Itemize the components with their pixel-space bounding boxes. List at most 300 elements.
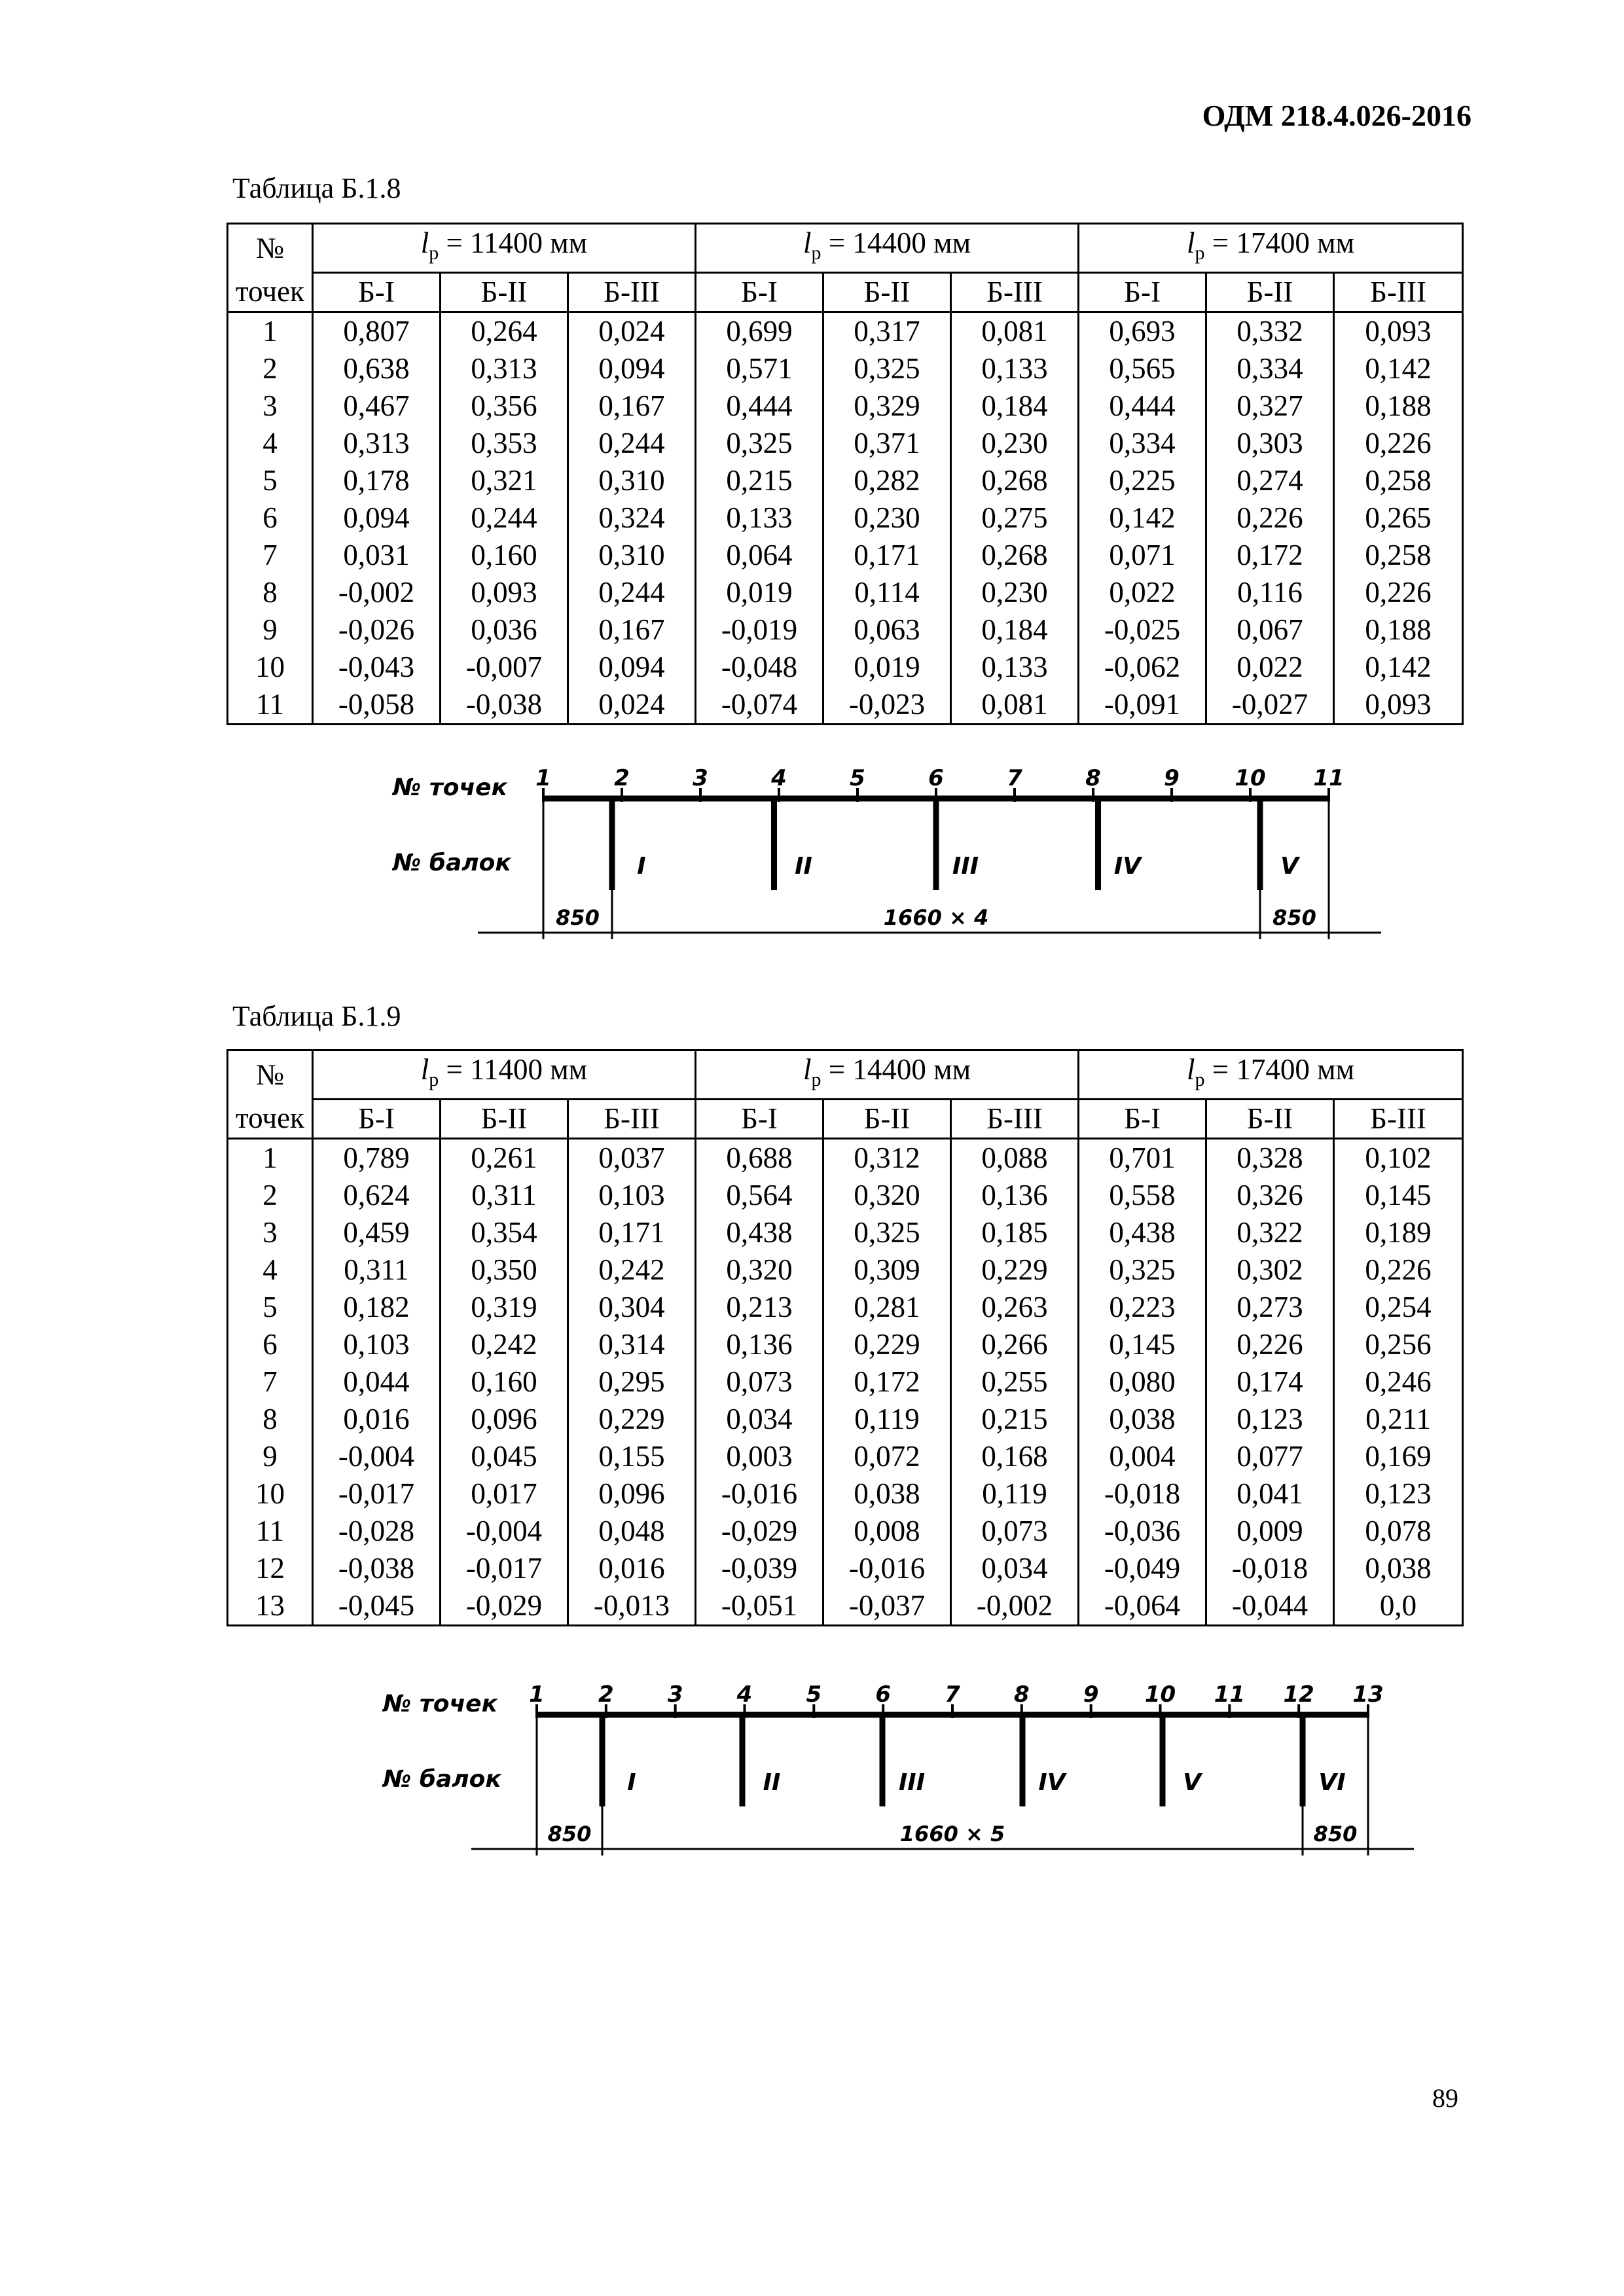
value-cell: -0,026: [313, 611, 441, 649]
value-cell: 0,242: [568, 1251, 696, 1289]
value-cell: 0,264: [441, 312, 568, 351]
value-cell: 0,261: [441, 1139, 568, 1177]
value-cell: 0,080: [1079, 1363, 1206, 1401]
value-cell: 0,215: [696, 462, 823, 499]
point-number-cell: 6: [228, 499, 313, 537]
value-cell: -0,029: [696, 1513, 823, 1550]
value-cell: 0,317: [823, 312, 951, 351]
header-subcolumn: Б-I: [1079, 273, 1206, 312]
beam-number: II: [763, 1769, 781, 1796]
value-cell: 0,088: [951, 1139, 1079, 1177]
span-subscript: р: [811, 242, 821, 264]
value-cell: 0,160: [441, 1363, 568, 1401]
value-cell: -0,038: [313, 1550, 441, 1587]
point-number-cell: 12: [228, 1550, 313, 1587]
value-cell: 0,320: [696, 1251, 823, 1289]
point-number: 8: [1013, 1681, 1030, 1708]
value-cell: 0,072: [823, 1438, 951, 1475]
value-cell: 0,0: [1334, 1587, 1463, 1626]
value-cell: 0,282: [823, 462, 951, 499]
value-cell: 0,142: [1334, 350, 1463, 387]
value-cell: -0,018: [1206, 1550, 1334, 1587]
value-cell: 0,444: [696, 387, 823, 425]
table-row: [228, 425, 1463, 462]
header-cell-no: №: [228, 1050, 313, 1100]
value-cell: 0,244: [441, 499, 568, 537]
value-cell: 0,229: [823, 1326, 951, 1363]
value-cell: -0,004: [441, 1513, 568, 1550]
span-value: = 11400 мм: [439, 1053, 588, 1086]
table-row: [228, 1475, 1463, 1513]
span-symbol: l: [1186, 226, 1195, 259]
point-number-cell: 11: [228, 686, 313, 725]
point-number-cell: 3: [228, 1214, 313, 1251]
value-cell: -0,025: [1079, 611, 1206, 649]
value-cell: 0,334: [1079, 425, 1206, 462]
value-cell: 0,188: [1334, 611, 1463, 649]
point-number: 5: [850, 765, 865, 791]
header-subcolumn: Б-II: [441, 1100, 568, 1139]
beams-label: № балок: [393, 850, 511, 876]
value-cell: 0,325: [696, 425, 823, 462]
value-cell: 0,256: [1334, 1326, 1463, 1363]
value-cell: 0,167: [568, 611, 696, 649]
value-cell: 0,174: [1206, 1363, 1334, 1401]
value-cell: 0,172: [823, 1363, 951, 1401]
value-cell: 0,688: [696, 1139, 823, 1177]
value-cell: 0,094: [568, 649, 696, 686]
value-cell: 0,081: [951, 312, 1079, 351]
span-subscript: р: [429, 242, 439, 264]
value-cell: -0,023: [823, 686, 951, 725]
value-cell: 0,313: [441, 350, 568, 387]
header-subcolumn: Б-II: [1206, 273, 1334, 312]
point-number-cell: 1: [228, 1139, 313, 1177]
value-cell: 0,034: [696, 1401, 823, 1438]
beam-layout-diagram: [373, 746, 1381, 942]
point-number: 7: [945, 1681, 960, 1708]
value-cell: 0,638: [313, 350, 441, 387]
value-cell: 0,624: [313, 1177, 441, 1214]
span-value: = 17400 мм: [1204, 226, 1355, 259]
point-number: 10: [1235, 765, 1266, 791]
value-cell: 0,558: [1079, 1177, 1206, 1214]
header-subcolumn: Б-I: [313, 273, 441, 312]
header-group: [313, 1050, 696, 1100]
value-cell: 0,094: [313, 499, 441, 537]
point-number: 1: [535, 765, 551, 791]
value-cell: 0,211: [1334, 1401, 1463, 1438]
value-cell: 0,123: [1206, 1401, 1334, 1438]
value-cell: 0,073: [951, 1513, 1079, 1550]
point-number-cell: 3: [228, 387, 313, 425]
header-subcolumn: Б-I: [696, 273, 823, 312]
value-cell: 0,133: [951, 350, 1079, 387]
value-cell: 0,044: [313, 1363, 441, 1401]
header-group: [696, 224, 1079, 273]
value-cell: 0,444: [1079, 387, 1206, 425]
value-cell: 0,325: [1079, 1251, 1206, 1289]
point-number-cell: 7: [228, 1363, 313, 1401]
value-cell: 0,230: [951, 574, 1079, 611]
value-cell: 0,048: [568, 1513, 696, 1550]
value-cell: 0,169: [1334, 1438, 1463, 1475]
beam-number: I: [637, 853, 646, 880]
beam-number: III: [898, 1769, 926, 1796]
value-cell: 0,133: [696, 499, 823, 537]
value-cell: 0,016: [313, 1401, 441, 1438]
page-number: 89: [1432, 2083, 1458, 2113]
value-cell: -0,016: [696, 1475, 823, 1513]
beam-number: III: [952, 853, 979, 880]
header-subcolumn: Б-III: [1334, 273, 1463, 312]
value-cell: 0,268: [951, 537, 1079, 574]
value-cell: 0,459: [313, 1214, 441, 1251]
value-cell: 0,031: [313, 537, 441, 574]
value-cell: -0,039: [696, 1550, 823, 1587]
value-cell: 0,314: [568, 1326, 696, 1363]
point-number-cell: 5: [228, 462, 313, 499]
value-cell: 0,038: [823, 1475, 951, 1513]
table-row: [228, 1289, 1463, 1326]
value-cell: -0,037: [823, 1587, 951, 1626]
table-row: [228, 1214, 1463, 1251]
value-cell: -0,038: [441, 686, 568, 725]
span-value: = 11400 мм: [439, 226, 588, 259]
header-subcolumn: Б-II: [823, 1100, 951, 1139]
point-number-cell: 11: [228, 1513, 313, 1550]
point-number: 3: [693, 765, 708, 791]
value-cell: 0,244: [568, 574, 696, 611]
value-cell: -0,036: [1079, 1513, 1206, 1550]
value-cell: 0,350: [441, 1251, 568, 1289]
table-row: [228, 499, 1463, 537]
dimension-middle: 1660 × 5: [899, 1821, 1005, 1846]
value-cell: 0,226: [1206, 1326, 1334, 1363]
span-subscript: р: [1195, 1069, 1205, 1090]
point-number-cell: 10: [228, 1475, 313, 1513]
value-cell: 0,188: [1334, 387, 1463, 425]
table-row: [228, 649, 1463, 686]
value-cell: 0,266: [951, 1326, 1079, 1363]
value-cell: 0,004: [1079, 1438, 1206, 1475]
value-cell: 0,167: [568, 387, 696, 425]
value-cell: 0,116: [1206, 574, 1334, 611]
value-cell: -0,029: [441, 1587, 568, 1626]
value-cell: 0,254: [1334, 1289, 1463, 1326]
value-cell: -0,051: [696, 1587, 823, 1626]
point-number: 5: [806, 1681, 822, 1708]
value-cell: 0,168: [951, 1438, 1079, 1475]
header-cell-no: №: [228, 224, 313, 273]
value-cell: 0,009: [1206, 1513, 1334, 1550]
points-label: № точек: [383, 1691, 498, 1717]
header-group: [313, 224, 696, 273]
beam-number: V: [1183, 1769, 1201, 1796]
value-cell: 0,160: [441, 537, 568, 574]
value-cell: 0,114: [823, 574, 951, 611]
value-cell: 0,324: [568, 499, 696, 537]
span-subscript: р: [811, 1069, 821, 1090]
value-cell: 0,024: [568, 686, 696, 725]
beam-layout-diagram: [367, 1662, 1414, 1859]
header-subcolumn: Б-III: [951, 1100, 1079, 1139]
value-cell: 0,022: [1079, 574, 1206, 611]
value-cell: 0,063: [823, 611, 951, 649]
value-cell: 0,309: [823, 1251, 951, 1289]
value-cell: 0,093: [1334, 686, 1463, 725]
point-number: 12: [1283, 1681, 1314, 1708]
value-cell: 0,038: [1334, 1550, 1463, 1587]
header-group: [696, 1050, 1079, 1100]
value-cell: -0,002: [951, 1587, 1079, 1626]
value-cell: 0,045: [441, 1438, 568, 1475]
value-cell: 0,438: [1079, 1214, 1206, 1251]
value-cell: 0,016: [568, 1550, 696, 1587]
value-cell: 0,258: [1334, 537, 1463, 574]
value-cell: 0,789: [313, 1139, 441, 1177]
value-cell: 0,229: [568, 1401, 696, 1438]
beam-number: I: [627, 1769, 636, 1796]
value-cell: 0,077: [1206, 1438, 1334, 1475]
table-row: [228, 686, 1463, 725]
value-cell: 0,093: [441, 574, 568, 611]
value-cell: 0,311: [441, 1177, 568, 1214]
table-row: [228, 462, 1463, 499]
value-cell: 0,136: [951, 1177, 1079, 1214]
value-cell: 0,145: [1079, 1326, 1206, 1363]
value-cell: 0,230: [951, 425, 1079, 462]
header-subcolumn: Б-I: [313, 1100, 441, 1139]
value-cell: 0,319: [441, 1289, 568, 1326]
value-cell: 0,320: [823, 1177, 951, 1214]
point-number: 1: [529, 1681, 545, 1708]
beam-number: V: [1280, 853, 1299, 880]
point-number: 6: [928, 765, 944, 791]
value-cell: 0,067: [1206, 611, 1334, 649]
value-cell: 0,226: [1334, 1251, 1463, 1289]
value-cell: 0,103: [568, 1177, 696, 1214]
value-cell: 0,223: [1079, 1289, 1206, 1326]
table-row: [228, 350, 1463, 387]
point-number: 9: [1083, 1681, 1099, 1708]
value-cell: 0,102: [1334, 1139, 1463, 1177]
header-subcolumn: Б-II: [823, 273, 951, 312]
header-subcolumn: Б-III: [568, 1100, 696, 1139]
value-cell: 0,184: [951, 611, 1079, 649]
value-cell: 0,019: [696, 574, 823, 611]
value-cell: 0,093: [1334, 312, 1463, 351]
value-cell: 0,182: [313, 1289, 441, 1326]
value-cell: 0,302: [1206, 1251, 1334, 1289]
table-row: [228, 537, 1463, 574]
value-cell: 0,310: [568, 462, 696, 499]
value-cell: 0,003: [696, 1438, 823, 1475]
value-cell: 0,229: [951, 1251, 1079, 1289]
value-cell: 0,226: [1334, 574, 1463, 611]
value-cell: 0,225: [1079, 462, 1206, 499]
table-row: [228, 387, 1463, 425]
value-cell: -0,002: [313, 574, 441, 611]
table-caption: Таблица Б.1.8: [232, 172, 401, 204]
header-subcolumn: Б-II: [1206, 1100, 1334, 1139]
span-value: = 14400 мм: [821, 226, 971, 259]
value-cell: -0,018: [1079, 1475, 1206, 1513]
point-number-cell: 6: [228, 1326, 313, 1363]
value-cell: 0,263: [951, 1289, 1079, 1326]
beams-label: № балок: [383, 1766, 501, 1793]
point-number-cell: 2: [228, 1177, 313, 1214]
beam-number: II: [795, 853, 812, 880]
value-cell: 0,244: [568, 425, 696, 462]
value-cell: 0,078: [1334, 1513, 1463, 1550]
point-number: 4: [736, 1681, 753, 1708]
value-cell: 0,246: [1334, 1363, 1463, 1401]
value-cell: 0,171: [568, 1214, 696, 1251]
value-cell: 0,215: [951, 1401, 1079, 1438]
point-number: 10: [1144, 1681, 1176, 1708]
header-cell-points: точек: [228, 273, 313, 312]
value-cell: 0,213: [696, 1289, 823, 1326]
value-cell: 0,356: [441, 387, 568, 425]
value-cell: 0,258: [1334, 462, 1463, 499]
value-cell: 0,036: [441, 611, 568, 649]
point-number-cell: 1: [228, 312, 313, 351]
value-cell: 0,064: [696, 537, 823, 574]
dimension-right: 850: [1313, 1821, 1358, 1846]
point-number: 13: [1352, 1681, 1384, 1708]
point-number-cell: 7: [228, 537, 313, 574]
point-number: 6: [875, 1681, 892, 1708]
value-cell: 0,142: [1334, 649, 1463, 686]
value-cell: -0,058: [313, 686, 441, 725]
value-cell: 0,008: [823, 1513, 951, 1550]
coefficients-table: [226, 1049, 1464, 1626]
table-row: [228, 1363, 1463, 1401]
value-cell: 0,571: [696, 350, 823, 387]
point-number-cell: 10: [228, 649, 313, 686]
header-subcolumn: Б-III: [951, 273, 1079, 312]
value-cell: -0,064: [1079, 1587, 1206, 1626]
value-cell: -0,013: [568, 1587, 696, 1626]
value-cell: -0,027: [1206, 686, 1334, 725]
value-cell: 0,017: [441, 1475, 568, 1513]
value-cell: 0,693: [1079, 312, 1206, 351]
value-cell: -0,074: [696, 686, 823, 725]
header-group: [1079, 1050, 1463, 1100]
value-cell: 0,807: [313, 312, 441, 351]
value-cell: 0,371: [823, 425, 951, 462]
point-number: 11: [1214, 1681, 1245, 1708]
header-subcolumn: Б-II: [441, 273, 568, 312]
value-cell: 0,038: [1079, 1401, 1206, 1438]
point-number: 9: [1164, 765, 1180, 791]
table-row: [228, 1550, 1463, 1587]
value-cell: 0,034: [951, 1550, 1079, 1587]
beam-number: VI: [1318, 1769, 1346, 1796]
span-symbol: l: [420, 1053, 429, 1086]
value-cell: 0,096: [441, 1401, 568, 1438]
header-subcolumn: Б-III: [1334, 1100, 1463, 1139]
value-cell: -0,007: [441, 649, 568, 686]
span-symbol: l: [420, 226, 429, 259]
value-cell: 0,275: [951, 499, 1079, 537]
value-cell: 0,184: [951, 387, 1079, 425]
value-cell: -0,016: [823, 1550, 951, 1587]
value-cell: 0,328: [1206, 1139, 1334, 1177]
dimension-middle: 1660 × 4: [883, 905, 989, 930]
value-cell: -0,028: [313, 1513, 441, 1550]
value-cell: 0,281: [823, 1289, 951, 1326]
value-cell: -0,045: [313, 1587, 441, 1626]
beam-number: IV: [1038, 1769, 1066, 1796]
value-cell: 0,226: [1334, 425, 1463, 462]
point-number-cell: 5: [228, 1289, 313, 1326]
value-cell: 0,171: [823, 537, 951, 574]
table-row: [228, 611, 1463, 649]
table-row: [228, 1251, 1463, 1289]
value-cell: 0,325: [823, 350, 951, 387]
point-number: 8: [1085, 765, 1101, 791]
header-group: [1079, 224, 1463, 273]
table-row: [228, 1326, 1463, 1363]
value-cell: -0,004: [313, 1438, 441, 1475]
value-cell: 0,189: [1334, 1214, 1463, 1251]
value-cell: 0,119: [823, 1401, 951, 1438]
value-cell: 0,022: [1206, 649, 1334, 686]
value-cell: 0,255: [951, 1363, 1079, 1401]
value-cell: 0,321: [441, 462, 568, 499]
document-code: ОДМ 218.4.026-2016: [1202, 99, 1471, 132]
table-row: [228, 1513, 1463, 1550]
value-cell: 0,564: [696, 1177, 823, 1214]
span-subscript: р: [1195, 242, 1205, 264]
point-number-cell: 9: [228, 611, 313, 649]
header-cell-points: точек: [228, 1100, 313, 1139]
value-cell: 0,041: [1206, 1475, 1334, 1513]
value-cell: 0,145: [1334, 1177, 1463, 1214]
value-cell: 0,268: [951, 462, 1079, 499]
value-cell: 0,311: [313, 1251, 441, 1289]
value-cell: 0,037: [568, 1139, 696, 1177]
coefficients-table: [226, 223, 1464, 725]
value-cell: 0,230: [823, 499, 951, 537]
point-number-cell: 4: [228, 1251, 313, 1289]
point-number: 2: [614, 765, 630, 791]
value-cell: 0,327: [1206, 387, 1334, 425]
value-cell: 0,701: [1079, 1139, 1206, 1177]
table-row: [228, 574, 1463, 611]
value-cell: 0,242: [441, 1326, 568, 1363]
point-number-cell: 13: [228, 1587, 313, 1626]
value-cell: 0,274: [1206, 462, 1334, 499]
span-subscript: р: [429, 1069, 439, 1090]
value-cell: 0,310: [568, 537, 696, 574]
value-cell: 0,073: [696, 1363, 823, 1401]
value-cell: 0,081: [951, 686, 1079, 725]
value-cell: 0,096: [568, 1475, 696, 1513]
value-cell: 0,438: [696, 1214, 823, 1251]
value-cell: 0,094: [568, 350, 696, 387]
value-cell: 0,353: [441, 425, 568, 462]
table-caption: Таблица Б.1.9: [232, 1000, 401, 1032]
span-symbol: l: [803, 226, 812, 259]
point-number-cell: 8: [228, 1401, 313, 1438]
value-cell: 0,142: [1079, 499, 1206, 537]
point-number: 11: [1313, 765, 1344, 791]
point-number-cell: 9: [228, 1438, 313, 1475]
table-row: [228, 1139, 1463, 1177]
